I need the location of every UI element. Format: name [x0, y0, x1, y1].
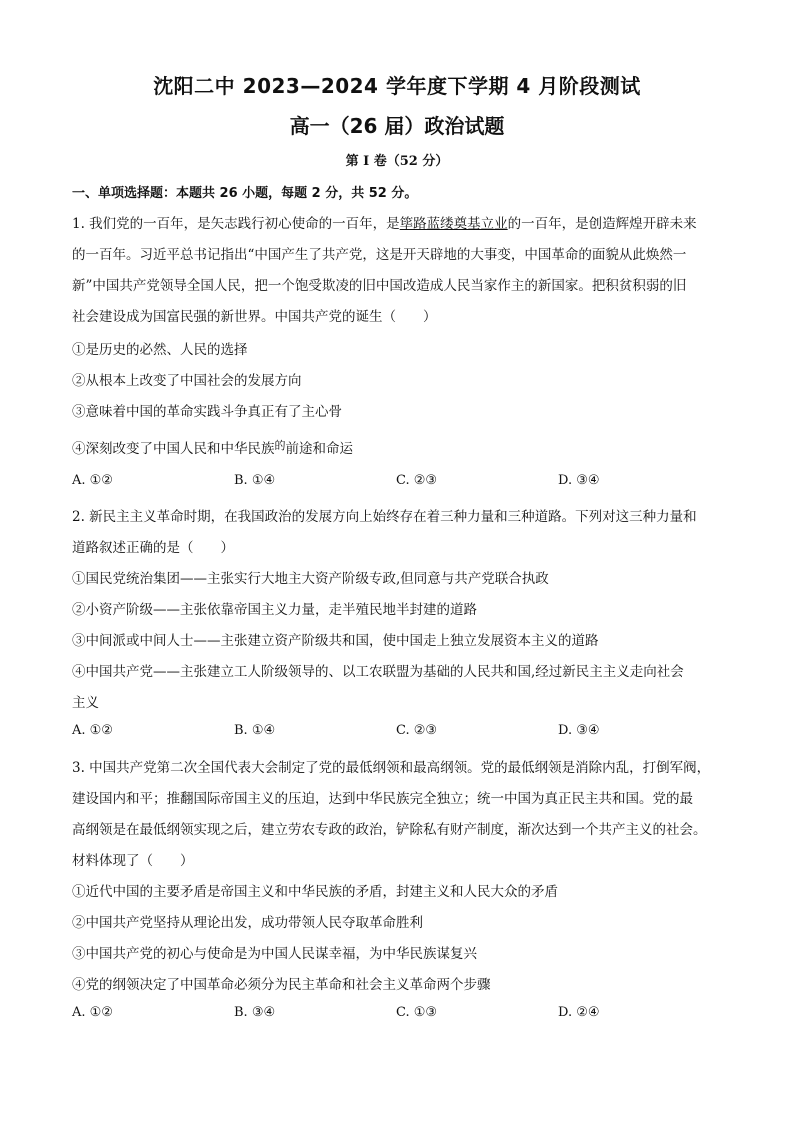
q2-stem-line-1: 2. 新民主主义革命时期，在我国政治的发展方向上始终存在着三种力量和三种道路。下列对这三种力量和: [72, 509, 697, 525]
q3-option-a: A. ①②: [72, 1005, 113, 1020]
q3-statement-1: ①近代中国的主要矛盾是帝国主义和中华民族的矛盾，封建主义和人民大众的矛盾: [72, 884, 558, 900]
q2-option-a: A. ①②: [72, 723, 113, 738]
q1-stem-line-1: 1. 我们党的一百年，是矢志践行初心使命的一百年，是筚路蓝缕奠基立业的一百年，是创造辉煌开辟未来: [72, 216, 697, 232]
q1-stem-line-4: 社会建设成为国富民强的新世界。中国共产党的诞生（ ）: [72, 309, 437, 325]
exam-subtitle: 高一（26 届）政治试题: [289, 114, 505, 138]
q3-option-b: B. ③④: [234, 1005, 276, 1020]
q2-statement-2: ②小资产阶级——主张依靠帝国主义力量，走半殖民地半封建的道路: [72, 602, 477, 618]
q2-statement-4-cont: 主义: [72, 695, 99, 711]
q1-statement-4: ④深刻改变了中国人民和中华民族$^的$前途和命运: [72, 439, 353, 457]
q3-statement-3: ③中国共产党的初心与使命是为中国人民谋幸福，为中华民族谋复兴: [72, 946, 477, 962]
q2-stem-line-2: 道路叙述正确的是（ ）: [72, 540, 234, 556]
q3-stem-line-1: 3. 中国共产党第二次全国代表大会制定了党的最低纲领和最高纲领。党的最低纲领是消除内乱，打倒军阀，: [72, 760, 711, 776]
q3-stem-line-4: 材料体现了（ ）: [72, 853, 194, 869]
q3-statement-4: ④党的纲领决定了中国革命必须分为民主革命和社会主义革命两个步骤: [72, 977, 491, 993]
q3-stem-line-3: 高纲领是在最低纲领实现之后，建立劳农专政的政治，铲除私有财产制度，渐次达到一个共产主义的社会。: [72, 822, 707, 838]
q1-option-b: B. ①④: [234, 473, 276, 488]
q2-option-c: C. ②③: [396, 723, 438, 738]
section-heading: 一、单项选择题：本题共 26 小题，每题 2 分，共 52 分。: [72, 186, 418, 201]
exam-title: 沈阳二中 2023—2024 学年度下学期 4 月阶段测试: [153, 74, 641, 98]
q1-option-a: A. ①②: [72, 473, 113, 488]
q2-statement-3: ③中间派或中间人士——主张建立资产阶级共和国，使中国走上独立发展资本主义的道路: [72, 633, 599, 649]
q1-statement-1: ①是历史的必然、人民的选择: [72, 342, 248, 358]
q2-option-b: B. ①④: [234, 723, 276, 738]
q1-stem-line-2: 的一百年。习近平总书记指出“中国产生了共产党，这是开天辟地的大事变，中国革命的面貌从此焕然一: [72, 247, 687, 263]
q3-option-d: D. ②④: [558, 1005, 600, 1020]
q3-statement-2: ②中国共产党坚持从理论出发，成功带领人民夺取革命胜利: [72, 915, 423, 931]
q2-statement-4: ④中国共产党——主张建立工人阶级领导的、以工农联盟为基础的人民共和国,经过新民主主义走向社会: [72, 664, 684, 680]
q1-statement-3: ③意味着中国的革命实践斗争真正有了主心骨: [72, 404, 342, 420]
q1-stem-line-3: 新”中国共产党领导全国人民，把一个饱受欺凌的旧中国改造成人民当家作主的新国家。把积贫积弱的旧: [72, 278, 687, 294]
q3-option-c: C. ①③: [396, 1005, 438, 1020]
q1-option-c: C. ②③: [396, 473, 438, 488]
q2-statement-1: ①国民党统治集团——主张实行大地主大资产阶级专政,但同意与共产党联合执政: [72, 571, 549, 587]
part-heading: 第 I 卷（52 分）: [345, 154, 449, 169]
q1-statement-2: ②从根本上改变了中国社会的发展方向: [72, 373, 302, 389]
q1-option-d: D. ③④: [558, 473, 600, 488]
q2-option-d: D. ③④: [558, 723, 600, 738]
q3-stem-line-2: 建设国内和平；推翻国际帝国主义的压迫，达到中华民族完全独立；统一中国为真正民主共和国。党的最: [72, 791, 693, 807]
